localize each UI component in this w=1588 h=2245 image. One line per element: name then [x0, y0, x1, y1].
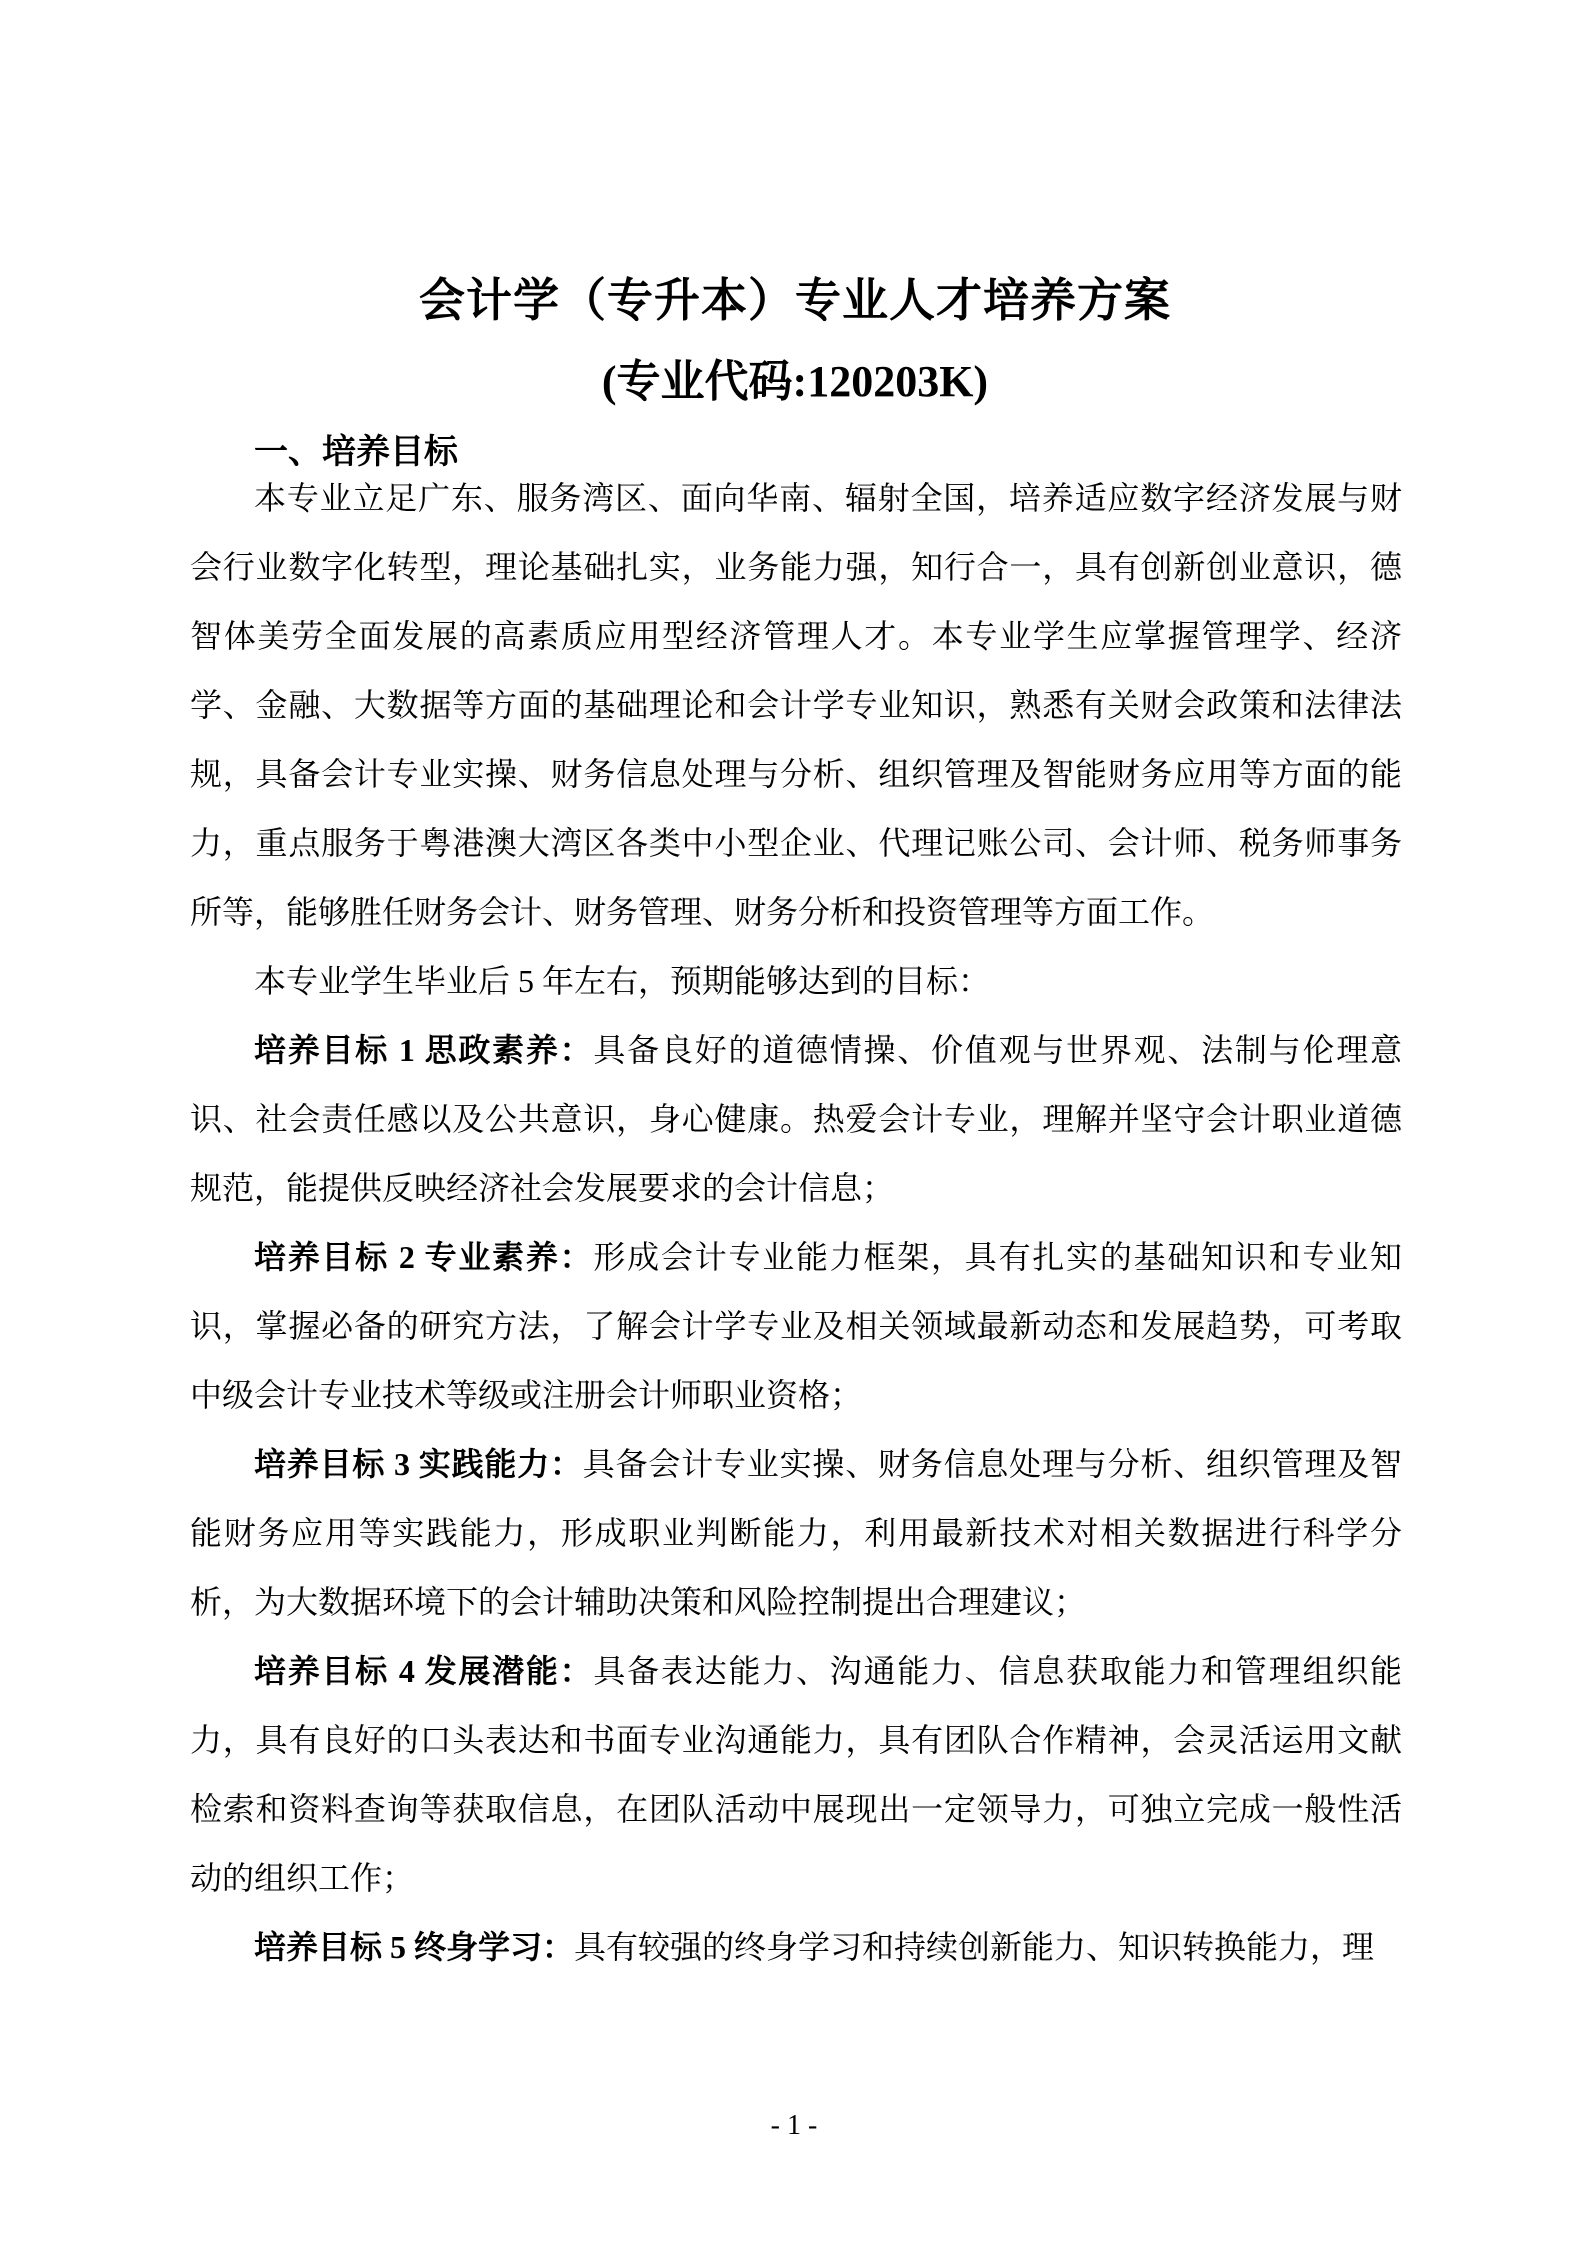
paragraph-objective-5 [190, 1913, 1402, 1982]
paragraph-objective-3 [190, 1430, 1402, 1637]
paragraph-text: 本专业立足广东、服务湾区、面向华南、辐射全国，培养适应数字经济发展与财会行业数字化转型，理论基础扎实，业务能力强，知行合一，具有创新创业意识，德智体美劳全面发展的高素质应用型经济管理人才。本专业学生应掌握管理学、经济学、金融、大数据等方面的基础理论和会计学专业知识，熟悉有关财会政策和法律法规，具备会计专业实操、财务信息处理与分析、组织管理及智能财务应用等方面的能力，重点服务于粤港澳大湾区各类中小型企业、代理记账公司、会计师、税务师事务所等，能够胜任财务会计、财务管理、财务分析和投资管理等方面工作。 [190, 480, 1402, 930]
paragraph-text: 形成会计专业能力框架，具有扎实的基础知识和专业知识，掌握必备的研究方法，了解会计学专业及相关领域最新动态和发展趋势，可考取中级会计专业技术等级或注册会计师职业资格； [190, 1239, 1402, 1413]
document-title: 会计学（专升本）专业人才培养方案 [419, 274, 1171, 326]
paragraph-lead: 培养目标 1 思政素养： [254, 1032, 594, 1068]
paragraph-lead: 培养目标 2 专业素养： [254, 1239, 594, 1275]
paragraph-lead: 培养目标 4 发展潜能： [254, 1653, 594, 1689]
paragraph-text: 本专业学生毕业后 5 年左右，预期能够达到的目标： [254, 963, 991, 999]
document-body [190, 464, 1402, 1982]
paragraph-lead: 培养目标 5 终身学习： [254, 1929, 575, 1965]
paragraph-overview [190, 464, 1402, 947]
page-number: - 1 - [770, 2110, 818, 2141]
paragraph-text: 具备会计专业实操、财务信息处理与分析、组织管理及智能财务应用等实践能力，形成职业判断能力，利用最新技术对相关数据进行科学分析，为大数据环境下的会计辅助决策和风险控制提出合理建议； [190, 1446, 1402, 1620]
paragraph-text: 具有较强的终身学习和持续创新能力、知识转换能力，理 [574, 1929, 1375, 1965]
paragraph-text: 具备表达能力、沟通能力、信息获取能力和管理组织能力，具有良好的口头表达和书面专业沟通能力，具有团队合作精神，会灵活运用文献检索和资料查询等获取信息，在团队活动中展现出一定领导力，可独立完成一般性活动的组织工作； [190, 1653, 1402, 1896]
paragraph-lead: 培养目标 3 实践能力： [254, 1446, 583, 1482]
paragraph-objective-1 [190, 1016, 1402, 1223]
paragraph-five-year-goals-intro [190, 947, 1402, 1016]
document-subtitle-major-code: (专业代码:120203K) [601, 356, 989, 406]
paragraph-objective-2 [190, 1223, 1402, 1430]
section-heading-training-objectives: 一、培养目标 [254, 434, 458, 471]
paragraph-text: 具备良好的道德情操、价值观与世界观、法制与伦理意识、社会责任感以及公共意识，身心健康。热爱会计专业，理解并坚守会计职业道德规范，能提供反映经济社会发展要求的会计信息； [190, 1032, 1402, 1206]
paragraph-objective-4 [190, 1637, 1402, 1913]
